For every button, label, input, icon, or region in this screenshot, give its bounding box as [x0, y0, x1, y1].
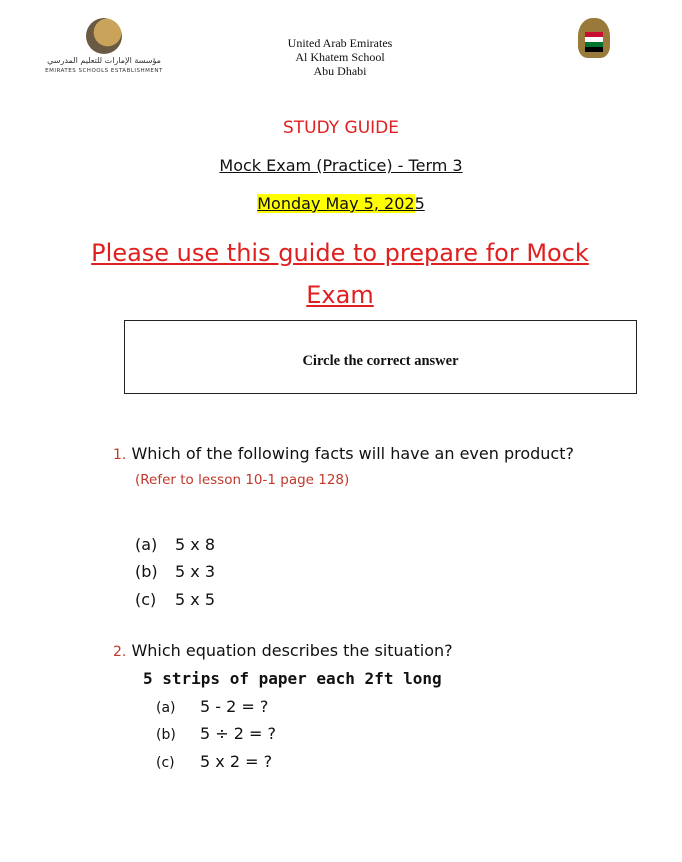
mock-exam-title: Mock Exam (Practice) - Term 3 — [219, 156, 463, 175]
logo-arabic-text: مؤسسة الإمارات للتعليم المدرسي — [47, 56, 161, 65]
question-1 — [113, 444, 574, 463]
option-2c[interactable]: (c) 5 x 2 = ? — [156, 752, 273, 771]
option-2b[interactable]: (b) 5 ÷ 2 = ? — [156, 724, 277, 743]
ese-logo-mark-icon — [86, 18, 122, 54]
question-2-situation: 5 strips of paper each 2ft long — [143, 669, 442, 688]
ese-logo — [44, 18, 164, 76]
option-2a[interactable]: (a) 5 - 2 = ? — [156, 697, 269, 716]
uae-emblem-icon — [574, 18, 614, 76]
option-1b[interactable]: (b) 5 x 3 — [135, 562, 215, 581]
option-1c[interactable]: (c) 5 x 5 — [135, 590, 215, 609]
city-line: Abu Dhabi — [313, 64, 367, 78]
logo-english-text: EMIRATES SCHOOLS ESTABLISHMENT — [45, 68, 163, 74]
question-2 — [113, 641, 453, 660]
study-guide-title: STUDY GUIDE — [282, 118, 400, 138]
option-1a[interactable]: (a) 5 x 8 — [135, 535, 215, 554]
school-address — [250, 36, 430, 78]
question-number: 1. — [113, 447, 127, 463]
instruction-text: Circle the correct answer — [302, 353, 459, 369]
exam-date — [0, 194, 682, 213]
question-text: Which equation describes the situation? — [131, 641, 453, 660]
instruction-box — [124, 320, 637, 394]
question-number: 2. — [113, 644, 127, 660]
question-text: Which of the following facts will have an even product? — [131, 444, 574, 463]
preparation-notice: Please use this guide to prepare for Mock Exam — [91, 239, 589, 309]
exam-date-tail: 5 — [414, 194, 425, 213]
question-1-reference: (Refer to lesson 10-1 page 128) — [135, 472, 350, 488]
country-line: United Arab Emirates — [287, 36, 393, 50]
school-name-line: Al Khatem School — [295, 50, 385, 64]
exam-date-highlighted: Monday May 5, 202 — [257, 194, 415, 213]
